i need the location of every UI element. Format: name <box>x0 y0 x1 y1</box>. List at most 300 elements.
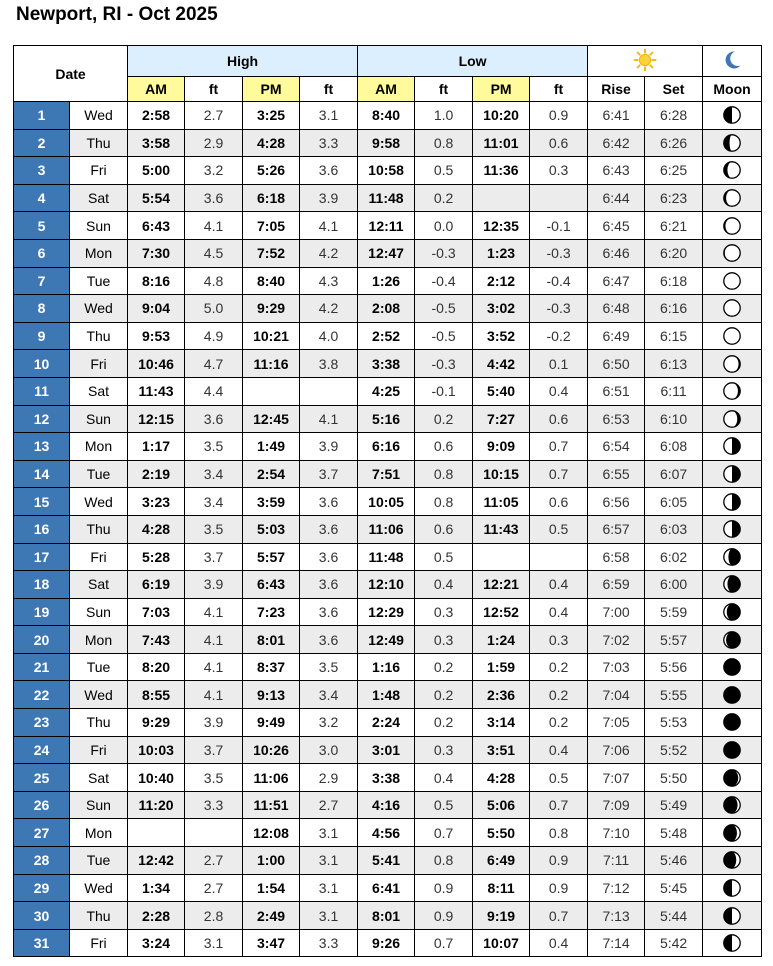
table-row <box>14 350 762 378</box>
low-am-height: 0.2 <box>415 184 473 212</box>
moon-phase-icon <box>722 188 742 208</box>
day-number: 6 <box>14 239 70 267</box>
sunset-time: 5:44 <box>645 902 703 930</box>
high-pm-height: 4.3 <box>300 267 358 295</box>
sunset-time: 6:02 <box>645 543 703 571</box>
sunset-time: 6:00 <box>645 571 703 599</box>
high-am-height: 3.5 <box>185 515 243 543</box>
moon-phase-cell <box>703 460 762 488</box>
moon-phase-icon <box>722 850 742 870</box>
weekday: Thu <box>70 129 128 157</box>
low-pm-time: 8:11 <box>473 874 530 902</box>
day-number: 2 <box>14 129 70 157</box>
day-number: 13 <box>14 433 70 461</box>
table-row <box>14 102 762 130</box>
low-pm-time: 7:27 <box>473 405 530 433</box>
table-row <box>14 571 762 599</box>
date-header: Date <box>14 46 128 102</box>
low-am-height: 0.2 <box>415 653 473 681</box>
moon-phase-cell <box>703 350 762 378</box>
low-pm-height: -0.1 <box>530 212 588 240</box>
high-pm-time: 7:52 <box>243 239 300 267</box>
table-row <box>14 212 762 240</box>
high-pm-height: 2.7 <box>300 791 358 819</box>
low-pm-time: 2:12 <box>473 267 530 295</box>
high-am-height: 4.4 <box>185 377 243 405</box>
high-pm-time: 12:08 <box>243 819 300 847</box>
high-pm-time: 3:59 <box>243 488 300 516</box>
moon-phase-icon <box>722 630 742 650</box>
sunset-time: 5:48 <box>645 819 703 847</box>
high-am-height: 4.1 <box>185 212 243 240</box>
high-am-height: 3.2 <box>185 157 243 185</box>
high-am-time: 10:40 <box>128 764 185 792</box>
sunrise-time: 6:49 <box>588 322 645 350</box>
low-am-height: 0.3 <box>415 626 473 654</box>
high-pm-height: 3.1 <box>300 102 358 130</box>
day-number: 16 <box>14 515 70 543</box>
table-row <box>14 598 762 626</box>
day-number: 17 <box>14 543 70 571</box>
high-am-time: 9:04 <box>128 295 185 323</box>
moon-phase-icon <box>722 381 742 401</box>
weekday: Wed <box>70 295 128 323</box>
low-am-height: -0.3 <box>415 350 473 378</box>
day-number: 25 <box>14 764 70 792</box>
low-pm-height: 0.6 <box>530 129 588 157</box>
low-pm-time: 5:40 <box>473 377 530 405</box>
sunrise-time: 7:07 <box>588 764 645 792</box>
high-am-height: 2.7 <box>185 874 243 902</box>
high-am-time <box>128 819 185 847</box>
moon-phase-cell <box>703 764 762 792</box>
moon-phase-icon <box>722 547 742 567</box>
high-pm-height: 3.9 <box>300 184 358 212</box>
sunset-time: 6:10 <box>645 405 703 433</box>
day-number: 18 <box>14 571 70 599</box>
high-am-time: 9:53 <box>128 322 185 350</box>
high-pm-height: 4.2 <box>300 239 358 267</box>
sunrise-time: 6:51 <box>588 377 645 405</box>
low-pm-height: 0.2 <box>530 709 588 737</box>
high-pm-time: 10:26 <box>243 736 300 764</box>
high-am-time: 12:42 <box>128 847 185 875</box>
high-am-time: 3:23 <box>128 488 185 516</box>
sunrise-time: 7:10 <box>588 819 645 847</box>
weekday: Sun <box>70 405 128 433</box>
moon-phase-icon <box>722 878 742 898</box>
table-row <box>14 847 762 875</box>
low-am-time: 4:16 <box>358 791 415 819</box>
table-row <box>14 405 762 433</box>
high-am-time: 5:28 <box>128 543 185 571</box>
moon-phase-cell <box>703 847 762 875</box>
low-pm-ft-header: ft <box>530 77 588 102</box>
low-am-time: 10:58 <box>358 157 415 185</box>
sunset-time: 6:26 <box>645 129 703 157</box>
moon-phase-icon <box>722 740 742 760</box>
low-am-height: -0.1 <box>415 377 473 405</box>
sunset-time: 6:23 <box>645 184 703 212</box>
low-pm-height: 0.2 <box>530 681 588 709</box>
high-am-height: 4.1 <box>185 598 243 626</box>
sunset-time: 6:08 <box>645 433 703 461</box>
low-am-height: 0.3 <box>415 598 473 626</box>
high-am-time: 6:43 <box>128 212 185 240</box>
table-row <box>14 819 762 847</box>
sunset-time: 5:49 <box>645 791 703 819</box>
high-am-height: 4.5 <box>185 239 243 267</box>
high-am-height: 3.3 <box>185 791 243 819</box>
sunrise-time: 6:57 <box>588 515 645 543</box>
moon-phase-cell <box>703 239 762 267</box>
weekday: Fri <box>70 157 128 185</box>
high-pm-height: 3.6 <box>300 571 358 599</box>
high-pm-time: 11:16 <box>243 350 300 378</box>
day-number: 15 <box>14 488 70 516</box>
low-am-time: 3:38 <box>358 764 415 792</box>
low-pm-height: 0.4 <box>530 929 588 957</box>
weekday: Sat <box>70 377 128 405</box>
moon-phase-icon <box>722 685 742 705</box>
low-am-height: -0.5 <box>415 295 473 323</box>
sunset-time: 5:53 <box>645 709 703 737</box>
sunset-time: 6:13 <box>645 350 703 378</box>
moon-phase-icon <box>722 768 742 788</box>
sunrise-time: 6:50 <box>588 350 645 378</box>
weekday: Sat <box>70 184 128 212</box>
moon-phase-icon <box>722 823 742 843</box>
moon-phase-cell <box>703 819 762 847</box>
low-am-time: 2:08 <box>358 295 415 323</box>
moon-phase-icon <box>722 436 742 456</box>
sunset-time: 6:25 <box>645 157 703 185</box>
low-am-time: 1:16 <box>358 653 415 681</box>
high-pm-ft-header: ft <box>300 77 358 102</box>
table-row <box>14 736 762 764</box>
moon-phase-icon <box>722 298 742 318</box>
high-am-height <box>185 819 243 847</box>
sunrise-time: 6:53 <box>588 405 645 433</box>
sunset-time: 5:50 <box>645 764 703 792</box>
high-pm-time: 6:43 <box>243 571 300 599</box>
high-am-time: 4:28 <box>128 515 185 543</box>
low-am-height: 0.4 <box>415 764 473 792</box>
day-number: 8 <box>14 295 70 323</box>
high-am-time: 1:34 <box>128 874 185 902</box>
crescent-moon-icon <box>721 49 743 71</box>
moon-phase-cell <box>703 543 762 571</box>
low-pm-time: 11:05 <box>473 488 530 516</box>
moon-phase-icon <box>722 574 742 594</box>
moon-phase-icon <box>722 906 742 926</box>
low-pm-height: 0.6 <box>530 405 588 433</box>
low-am-height: 0.8 <box>415 847 473 875</box>
low-pm-height: 0.4 <box>530 736 588 764</box>
weekday: Tue <box>70 653 128 681</box>
high-pm-height: 3.5 <box>300 653 358 681</box>
sunrise-time: 6:45 <box>588 212 645 240</box>
weekday: Mon <box>70 433 128 461</box>
high-am-height: 2.8 <box>185 902 243 930</box>
day-number: 12 <box>14 405 70 433</box>
table-row <box>14 322 762 350</box>
high-am-time: 8:16 <box>128 267 185 295</box>
low-pm-time: 9:09 <box>473 433 530 461</box>
high-pm-height: 3.7 <box>300 460 358 488</box>
high-pm-time: 8:37 <box>243 653 300 681</box>
moon-phase-cell <box>703 791 762 819</box>
moon-phase-cell <box>703 267 762 295</box>
day-number: 22 <box>14 681 70 709</box>
low-am-time: 2:52 <box>358 322 415 350</box>
low-am-height: 0.6 <box>415 433 473 461</box>
day-number: 14 <box>14 460 70 488</box>
sunrise-time: 7:09 <box>588 791 645 819</box>
sunset-time: 6:18 <box>645 267 703 295</box>
table-row <box>14 239 762 267</box>
moon-phase-cell <box>703 515 762 543</box>
low-pm-height: 0.3 <box>530 626 588 654</box>
weekday: Sat <box>70 571 128 599</box>
high-am-time: 2:58 <box>128 102 185 130</box>
low-am-time: 1:26 <box>358 267 415 295</box>
sunrise-time: 7:12 <box>588 874 645 902</box>
sunset-time: 6:28 <box>645 102 703 130</box>
low-am-time: 8:01 <box>358 902 415 930</box>
low-am-height: 0.6 <box>415 515 473 543</box>
high-pm-time: 2:54 <box>243 460 300 488</box>
high-pm-time: 1:54 <box>243 874 300 902</box>
high-tide-header: High <box>128 46 358 77</box>
weekday: Fri <box>70 736 128 764</box>
day-number: 28 <box>14 847 70 875</box>
day-number: 19 <box>14 598 70 626</box>
low-am-height: 0.9 <box>415 874 473 902</box>
high-am-height: 3.5 <box>185 764 243 792</box>
high-pm-time: 9:13 <box>243 681 300 709</box>
high-am-time: 8:55 <box>128 681 185 709</box>
sunrise-header: Rise <box>588 77 645 102</box>
sun-header <box>588 46 703 77</box>
sunrise-time: 7:04 <box>588 681 645 709</box>
high-am-height: 5.0 <box>185 295 243 323</box>
low-am-height: 0.0 <box>415 212 473 240</box>
high-am-height: 3.1 <box>185 929 243 957</box>
moon-phase-cell <box>703 626 762 654</box>
sunrise-time: 7:05 <box>588 709 645 737</box>
high-am-height: 3.6 <box>185 184 243 212</box>
weekday: Wed <box>70 874 128 902</box>
low-am-time: 2:24 <box>358 709 415 737</box>
high-pm-time: 4:28 <box>243 129 300 157</box>
table-row <box>14 543 762 571</box>
moon-phase-cell <box>703 433 762 461</box>
low-am-time: 9:58 <box>358 129 415 157</box>
low-pm-height: 0.1 <box>530 350 588 378</box>
weekday: Wed <box>70 102 128 130</box>
low-am-time: 9:26 <box>358 929 415 957</box>
moon-phase-cell <box>703 681 762 709</box>
high-am-time: 3:24 <box>128 929 185 957</box>
low-am-time: 12:29 <box>358 598 415 626</box>
moon-phase-cell <box>703 874 762 902</box>
moon-phase-icon <box>722 409 742 429</box>
tide-table <box>13 45 762 957</box>
high-am-time: 5:00 <box>128 157 185 185</box>
sunrise-time: 7:03 <box>588 653 645 681</box>
weekday: Sat <box>70 764 128 792</box>
low-pm-height: 0.7 <box>530 433 588 461</box>
moon-phase-icon <box>722 326 742 346</box>
moon-phase-cell <box>703 102 762 130</box>
low-am-height: -0.4 <box>415 267 473 295</box>
low-am-height: 0.2 <box>415 405 473 433</box>
high-pm-time <box>243 377 300 405</box>
low-am-height: 0.5 <box>415 157 473 185</box>
high-am-time: 10:46 <box>128 350 185 378</box>
low-pm-height: 0.7 <box>530 460 588 488</box>
low-am-height: 0.8 <box>415 129 473 157</box>
moon-phase-icon <box>722 105 742 125</box>
sunrise-time: 6:54 <box>588 433 645 461</box>
day-number: 24 <box>14 736 70 764</box>
weekday: Fri <box>70 543 128 571</box>
high-pm-time: 1:49 <box>243 433 300 461</box>
moon-phase-icon <box>722 271 742 291</box>
sunset-time: 5:46 <box>645 847 703 875</box>
high-am-height: 4.1 <box>185 681 243 709</box>
weekday: Wed <box>70 488 128 516</box>
low-pm-height <box>530 543 588 571</box>
table-row <box>14 184 762 212</box>
table-row <box>14 709 762 737</box>
low-am-time: 12:49 <box>358 626 415 654</box>
high-am-time: 2:19 <box>128 460 185 488</box>
low-am-time: 12:10 <box>358 571 415 599</box>
high-pm-height: 3.9 <box>300 433 358 461</box>
low-pm-height: -0.4 <box>530 267 588 295</box>
low-am-ft-header: ft <box>415 77 473 102</box>
table-row <box>14 267 762 295</box>
moon-phase-cell <box>703 157 762 185</box>
low-pm-height: -0.2 <box>530 322 588 350</box>
low-pm-time: 11:36 <box>473 157 530 185</box>
weekday: Mon <box>70 626 128 654</box>
day-number: 30 <box>14 902 70 930</box>
table-row <box>14 653 762 681</box>
sunset-time: 6:07 <box>645 460 703 488</box>
high-pm-height: 3.0 <box>300 736 358 764</box>
sunset-time: 5:45 <box>645 874 703 902</box>
high-pm-height: 3.6 <box>300 515 358 543</box>
weekday: Thu <box>70 322 128 350</box>
sunrise-time: 6:46 <box>588 239 645 267</box>
day-number: 10 <box>14 350 70 378</box>
high-am-time: 7:03 <box>128 598 185 626</box>
low-pm-height: 0.9 <box>530 102 588 130</box>
moon-phase-cell <box>703 598 762 626</box>
low-am-time: 4:56 <box>358 819 415 847</box>
high-am-height: 3.7 <box>185 736 243 764</box>
low-am-height: 1.0 <box>415 102 473 130</box>
high-am-ft-header: ft <box>185 77 243 102</box>
high-am-time: 3:58 <box>128 129 185 157</box>
sunrise-time: 6:59 <box>588 571 645 599</box>
high-pm-time: 6:18 <box>243 184 300 212</box>
low-pm-time: 12:21 <box>473 571 530 599</box>
sunrise-time: 6:44 <box>588 184 645 212</box>
table-row <box>14 157 762 185</box>
high-am-time: 12:15 <box>128 405 185 433</box>
weekday: Thu <box>70 709 128 737</box>
day-number: 31 <box>14 929 70 957</box>
moon-phase-header: Moon <box>703 77 762 102</box>
sunrise-time: 6:47 <box>588 267 645 295</box>
weekday: Fri <box>70 350 128 378</box>
weekday: Mon <box>70 819 128 847</box>
high-am-height: 3.4 <box>185 488 243 516</box>
moon-phase-cell <box>703 902 762 930</box>
low-am-height: 0.7 <box>415 929 473 957</box>
high-pm-height: 4.0 <box>300 322 358 350</box>
table-row <box>14 515 762 543</box>
high-pm-time: 2:49 <box>243 902 300 930</box>
low-pm-time <box>473 184 530 212</box>
sun-icon <box>633 48 657 72</box>
high-pm-height: 3.6 <box>300 626 358 654</box>
high-pm-time: 5:26 <box>243 157 300 185</box>
page-title: Newport, RI - Oct 2025 <box>16 4 218 25</box>
moon-phase-cell <box>703 736 762 764</box>
high-pm-height: 3.1 <box>300 902 358 930</box>
moon-phase-cell <box>703 129 762 157</box>
low-pm-time: 9:19 <box>473 902 530 930</box>
moon-phase-icon <box>722 657 742 677</box>
weekday: Tue <box>70 847 128 875</box>
high-pm-time: 9:49 <box>243 709 300 737</box>
high-pm-height: 3.3 <box>300 129 358 157</box>
high-am-height: 4.7 <box>185 350 243 378</box>
table-row <box>14 295 762 323</box>
moon-header <box>703 46 762 77</box>
low-pm-height: 0.5 <box>530 515 588 543</box>
high-pm-time: 12:45 <box>243 405 300 433</box>
weekday: Thu <box>70 902 128 930</box>
high-pm-time: 5:57 <box>243 543 300 571</box>
high-pm-height: 4.1 <box>300 212 358 240</box>
high-pm-time: 3:47 <box>243 929 300 957</box>
low-pm-height: 0.4 <box>530 598 588 626</box>
day-number: 11 <box>14 377 70 405</box>
high-pm-time: 1:00 <box>243 847 300 875</box>
moon-phase-icon <box>722 133 742 153</box>
weekday: Sun <box>70 791 128 819</box>
low-am-time: 11:48 <box>358 543 415 571</box>
moon-phase-cell <box>703 709 762 737</box>
high-pm-height: 3.4 <box>300 681 358 709</box>
low-am-height: -0.3 <box>415 239 473 267</box>
low-am-time: 3:01 <box>358 736 415 764</box>
low-am-height: 0.2 <box>415 709 473 737</box>
high-pm-height: 3.1 <box>300 819 358 847</box>
moon-phase-cell <box>703 488 762 516</box>
high-am-height: 4.8 <box>185 267 243 295</box>
low-pm-time: 2:36 <box>473 681 530 709</box>
table-row <box>14 791 762 819</box>
day-number: 21 <box>14 653 70 681</box>
sunrise-time: 6:43 <box>588 157 645 185</box>
